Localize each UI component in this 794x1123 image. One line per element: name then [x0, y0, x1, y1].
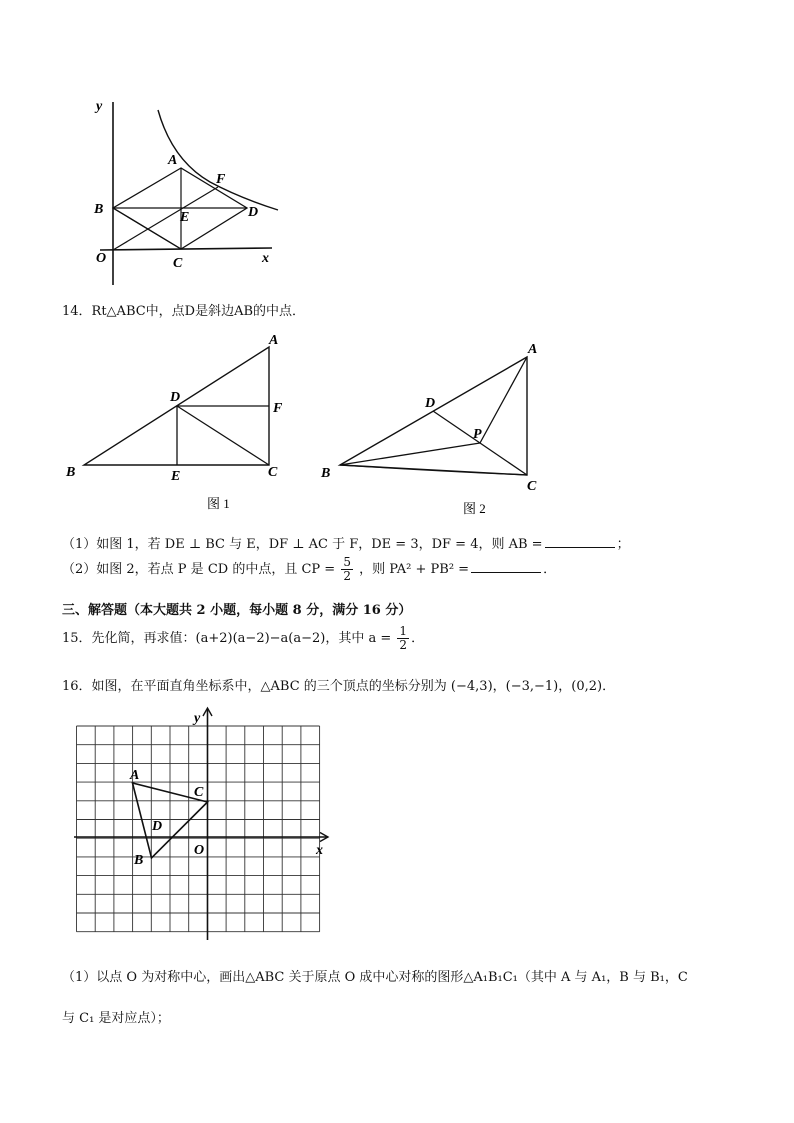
- segment-ob-extra: [113, 187, 218, 250]
- label-d-fig2: D: [425, 396, 436, 411]
- q14-part2: [62, 556, 556, 583]
- label-d-grid: D: [152, 819, 163, 834]
- label-c-grid: C: [194, 785, 204, 800]
- x-axis: [100, 248, 272, 250]
- label-p-fig2: P: [473, 427, 482, 442]
- label-o: O: [96, 251, 107, 266]
- label-o-grid: O: [194, 843, 205, 858]
- segment-pb: [340, 443, 480, 465]
- q14-part1: [62, 533, 630, 552]
- answer-blank-q14-2[interactable]: [471, 572, 541, 573]
- caption-fig1: 图 1: [207, 496, 230, 511]
- fraction-five-halves: [341, 556, 353, 583]
- figure-q16-grid: [70, 706, 335, 942]
- label-x-grid: x: [316, 843, 323, 858]
- label-e-fig1: E: [171, 469, 181, 484]
- fraction-one-half: [397, 625, 409, 652]
- label-c-fig2: C: [527, 479, 537, 494]
- q14-part2-prefix: （2）如图 2，若点 P 是 CD 的中点，且 CP =: [62, 562, 336, 577]
- fraction-numerator: 5: [343, 555, 351, 569]
- label-d: D: [248, 205, 259, 220]
- label-y: y: [96, 99, 103, 114]
- label-a-fig2: A: [528, 342, 538, 357]
- q14-part1-text: （1）如图 1，若 DE ⊥ BC 与 E，DF ⊥ AC 于 F，DE = 3，DF = 4，则 AB =: [62, 537, 543, 552]
- label-b-fig2: B: [321, 466, 331, 481]
- fraction-denominator: 2: [343, 569, 351, 583]
- q16-stem: 16．如图，在平面直角坐标系中，△ABC 的三个顶点的坐标分别为 (−4,3)，(−3,−1)，(0,2)．: [62, 679, 616, 694]
- label-b-grid: B: [134, 853, 144, 868]
- label-a-fig1: A: [269, 333, 279, 348]
- label-f-fig1: F: [273, 401, 283, 416]
- label-c: C: [173, 256, 183, 271]
- q15: [62, 625, 424, 652]
- q14-part2-end: ．: [543, 562, 557, 577]
- figure-q14-2: [315, 335, 555, 520]
- figure-q14-1: [62, 330, 302, 520]
- label-b-fig1: B: [66, 465, 76, 480]
- label-f: F: [216, 172, 226, 187]
- triangle-abc-fig2: [340, 357, 527, 475]
- segment-dc: [177, 406, 269, 465]
- label-a: A: [168, 153, 178, 168]
- answer-blank-q14-1[interactable]: [545, 547, 615, 548]
- q15-prefix: 15．先化简，再求值：(a+2)(a−2)−a(a−2)，其中 a =: [62, 631, 392, 646]
- label-x: x: [262, 251, 269, 266]
- section-3-heading: 三、解答题（本大题共 2 小题，每小题 8 分，满分 16 分）: [62, 603, 412, 618]
- label-d-fig1: D: [170, 390, 181, 405]
- figure-q13: [80, 90, 290, 290]
- grid-lines: [77, 726, 320, 932]
- q16-part1-line1: （1）以点 O 为对称中心，画出△ABC 关于原点 O 成中心对称的图形△A₁B₁C₁（其中 A 与 A₁，B 与 B₁，C: [62, 970, 688, 985]
- label-e: E: [180, 210, 190, 225]
- arc-bc: [340, 465, 527, 475]
- label-b: B: [94, 202, 104, 217]
- caption-fig2: 图 2: [463, 501, 486, 516]
- q14-stem: 14．Rt△ABC中，点D是斜边AB的中点．: [62, 304, 306, 319]
- q15-end: ．: [411, 631, 425, 646]
- q14-part1-end: ；: [616, 537, 630, 552]
- segment-bc-extra: [113, 208, 181, 249]
- fraction-denominator: 2: [399, 638, 408, 652]
- label-c-fig1: C: [268, 465, 278, 480]
- fraction-numerator: 1: [399, 624, 408, 638]
- q14-part2-suffix: ，则 PA² + PB² =: [359, 562, 470, 577]
- label-a-grid: A: [130, 768, 140, 783]
- label-y-grid: y: [194, 711, 201, 726]
- q16-part1-line2: 与 C₁ 是对应点）；: [62, 1011, 170, 1026]
